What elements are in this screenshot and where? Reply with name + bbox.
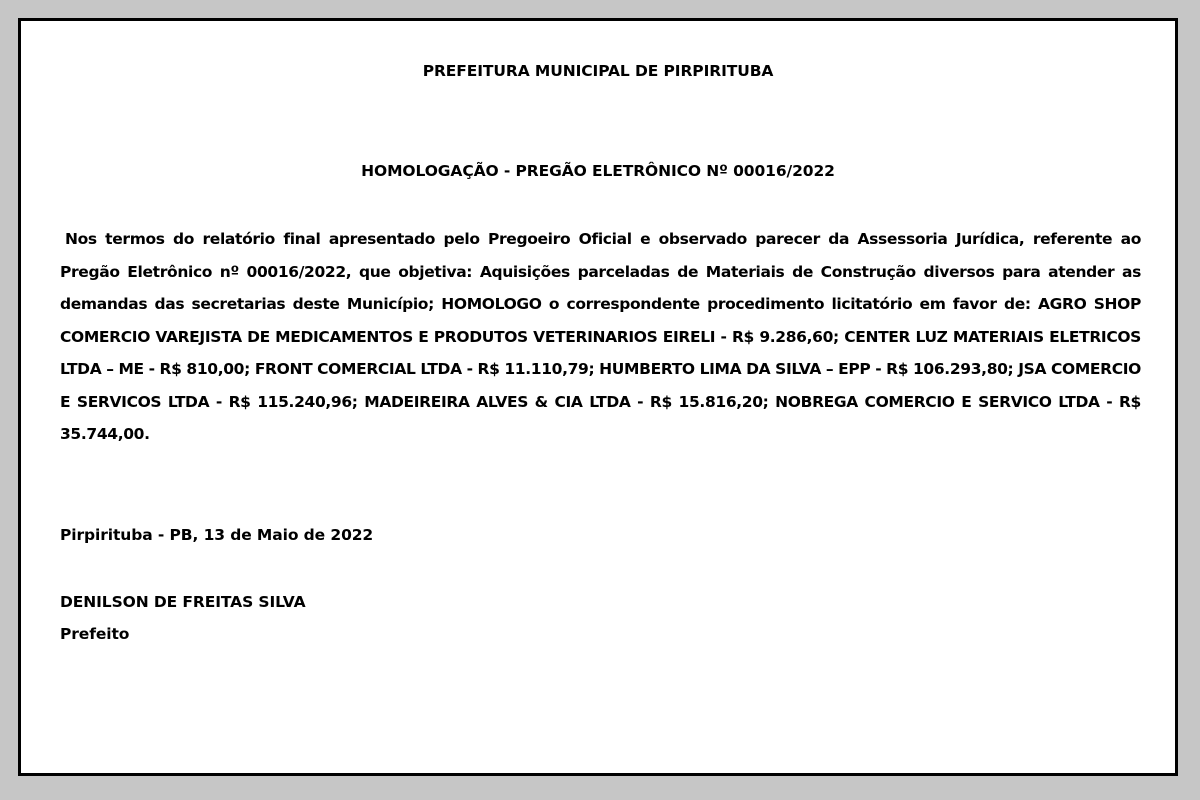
document-title: HOMOLOGAÇÃO - PREGÃO ELETRÔNICO Nº 00016/2022	[361, 162, 835, 180]
place-date: Pirpirituba - PB, 13 de Maio de 2022	[60, 526, 374, 544]
signer-name: DENILSON DE FREITAS SILVA	[60, 593, 306, 611]
body-paragraph-text: Nos termos do relatório final apresentado pelo Pregoeiro Oficial e observado parecer da Assessoria Jurídica, referente ao Pregão Eletrônico nº 00016/2022, que objetiva: Aquisições parceladas de Materiais de Construção diversos para atender as demandas das secretarias deste Município; HOMOLOGO o correspondente procedimento licitatório em favor de: AGRO SHOP COMERCIO VAREJISTA DE MEDICAMENTOS E PRODUTOS VETERINARIOS EIRELI - R$ 9.286,60; CENTER LUZ MATERIAIS ELETRICOS LTDA – ME - R$ 810,00; FRONT COMERCIAL LTDA - R$ 11.110,79; HUMBERTO LIMA DA SILVA – EPP - R$ 106.293,80; JSA COMERCIO E SERVICOS LTDA - R$ 115.240,96; MADEIREIRA ALVES & CIA LTDA - R$ 15.816,20; NOBREGA COMERCIO E SERVICO LTDA - R$ 35.744,00.	[60, 230, 1141, 443]
signer-role: Prefeito	[60, 625, 130, 643]
document-page	[18, 18, 1178, 776]
body-paragraph	[60, 223, 1141, 451]
header-title: PREFEITURA MUNICIPAL DE PIRPIRITUBA	[422, 62, 774, 80]
